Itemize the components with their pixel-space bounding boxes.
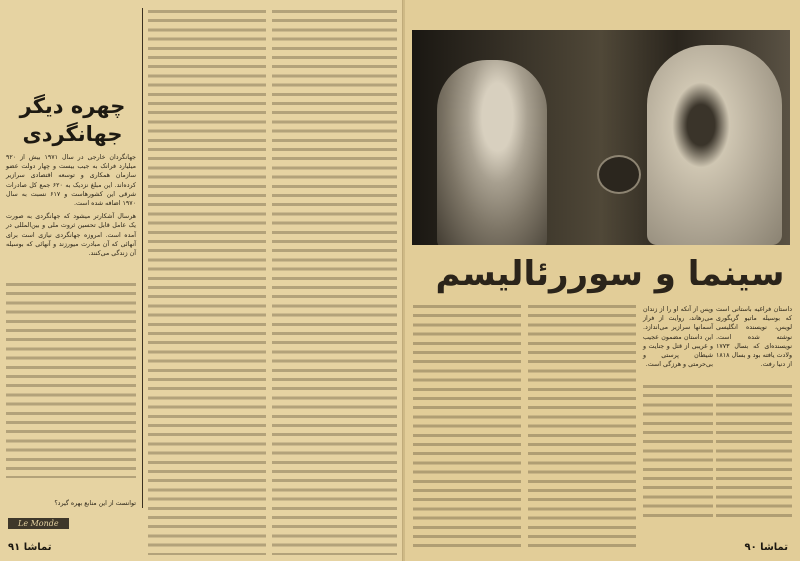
source-label: Le Monde: [8, 518, 69, 529]
second-paragraph: وپس از آنکه او را از زندان می‌رهاند، روایت از فراز آسمانها سرازیر می‌اندازد. این داستان مضمون عجیب و غریبی از قتل و جنایت و شیطان پرستی و بی‌حرمتی و هرزگی است.: [643, 306, 713, 369]
page-number: [744, 542, 788, 553]
body-text: [148, 10, 266, 555]
text-column-1: [6, 153, 136, 508]
text-column-right-3: [413, 305, 521, 550]
page-number-text: تماشا ۹۰: [744, 542, 788, 553]
text-column-2: [148, 10, 266, 555]
woman-figure: [437, 60, 547, 245]
article-title: سینما و سوررئالیسم: [435, 254, 785, 294]
film-still-photo: [412, 30, 790, 245]
closing-line: توانست از این منابع بهره گیرد؟: [54, 499, 136, 507]
body-text: [272, 10, 397, 555]
body-text: [413, 305, 521, 550]
body-text: [528, 305, 636, 550]
body-text: [6, 283, 136, 478]
text-column-right-1b: [643, 305, 713, 520]
second-paragraph: هرسال آشکارتر میشود که جهانگردی به صورت یک عامل قابل تحسین ثروت ملی و بین‌المللی در آمده است. امروزه جهانگردی نیازی است برای آنهائی که آن مبادرت میورزند و آنهائی که بوسیله آن زندگی می‌کنند.: [6, 213, 136, 258]
intro-paragraph: داستان فراغیه باستانی است که بوسیله ماتیو گریگوری لویس، نویسنده انگلیسی نوشته شده است. نویسنده‌ای که بسال ۱۷۷۳ ولادت یافته بود و بسال ۱۸۱۸ از دنیا رفت.: [716, 306, 792, 369]
body-text: [716, 385, 792, 520]
text-column-right-2: [528, 305, 636, 550]
article-heading: چهره دیگر جهانگردی: [19, 94, 126, 146]
intro-paragraph: جهانگردان خارجی در سال ۱۹۷۱ بیش از ۹۲۰ میلیارد فرانک به جیب بیست و چهار دولت عضو سازمان همکاری و توسعه اقتصادی سرازیر کرده‌اند. این مبلغ نزدیک به ۶۲۰ جمع کل صادرات شرقی این کشورهاست و ۶۱۷ نسبت به سال ۱۹۷۰ اضافه شده است.: [6, 154, 136, 208]
text-column-3: [272, 10, 397, 555]
hooded-figure: [647, 45, 782, 245]
hand: [597, 155, 641, 194]
body-text: [643, 385, 713, 520]
page-number: [8, 542, 52, 553]
page-number-text: تماشا ۹۱: [8, 542, 52, 553]
text-column-right-1a: [716, 305, 792, 520]
column-divider: [142, 8, 143, 508]
